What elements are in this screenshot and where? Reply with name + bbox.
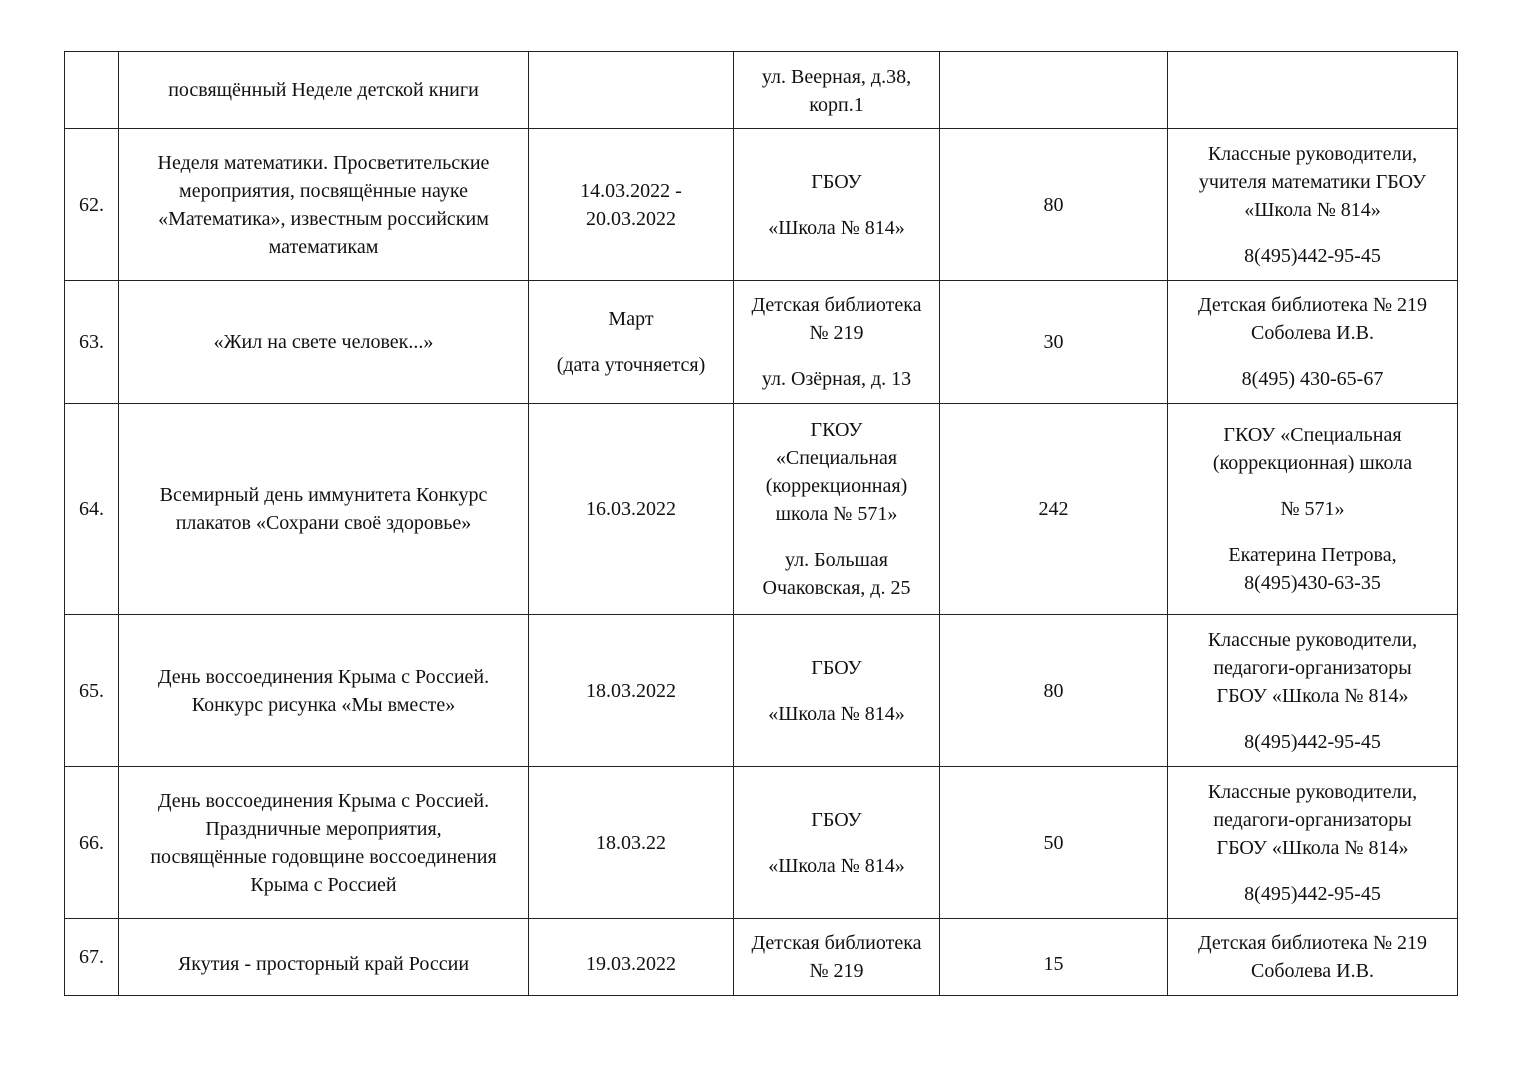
event-title: День воссоединения Крыма с Россией. Конкурс рисунка «Мы вместе» [119, 615, 529, 767]
row-number: 67. [65, 919, 119, 996]
event-title: Якутия - просторный край России [119, 919, 529, 996]
responsible-contact: ГКОУ «Специальная (коррекционная) школа № 571» Екатерина Петрова, 8(495)430-63-35 [1168, 404, 1458, 615]
row-number: 63. [65, 281, 119, 404]
table-row [65, 281, 1458, 404]
row-number [65, 52, 119, 129]
event-date: 18.03.22 [529, 767, 734, 919]
responsible-contact: Детская библиотека № 219 Соболева И.В. [1168, 919, 1458, 996]
event-title: Неделя математики. Просветительские мероприятия, посвящённые науке «Математика», известным российским математикам [119, 129, 529, 281]
event-place: ГКОУ «Специальная (коррекционная) школа № 571» ул. Большая Очаковская, д. 25 [734, 404, 940, 615]
responsible-contact [1168, 52, 1458, 129]
event-place: ГБОУ «Школа № 814» [734, 615, 940, 767]
event-date: 19.03.2022 [529, 919, 734, 996]
event-title: День воссоединения Крыма с Россией. Праздничные мероприятия, посвящённые годовщине воссоединения Крыма с Россией [119, 767, 529, 919]
event-place: ГБОУ «Школа № 814» [734, 129, 940, 281]
participant-count: 15 [940, 919, 1168, 996]
event-date: 16.03.2022 [529, 404, 734, 615]
event-place: Детская библиотека № 219 [734, 919, 940, 996]
events-table [64, 51, 1458, 996]
participant-count: 80 [940, 129, 1168, 281]
event-place: ул. Веерная, д.38, корп.1 [734, 52, 940, 129]
table-row [65, 767, 1458, 919]
event-date: 14.03.2022 - 20.03.2022 [529, 129, 734, 281]
event-place: ГБОУ «Школа № 814» [734, 767, 940, 919]
event-title: Всемирный день иммунитета Конкурс плакатов «Сохрани своё здоровье» [119, 404, 529, 615]
table-row [65, 615, 1458, 767]
responsible-contact: Детская библиотека № 219 Соболева И.В. 8(495) 430-65-67 [1168, 281, 1458, 404]
participant-count: 50 [940, 767, 1168, 919]
table-row [65, 129, 1458, 281]
responsible-contact: Классные руководители, педагоги-организаторы ГБОУ «Школа № 814» 8(495)442-95-45 [1168, 767, 1458, 919]
event-date: Март (дата уточняется) [529, 281, 734, 404]
event-title: «Жил на свете человек...» [119, 281, 529, 404]
row-number: 64. [65, 404, 119, 615]
responsible-contact: Классные руководители, педагоги-организаторы ГБОУ «Школа № 814» 8(495)442-95-45 [1168, 615, 1458, 767]
event-date [529, 52, 734, 129]
event-title: посвящённый Неделе детской книги [119, 52, 529, 129]
participant-count [940, 52, 1168, 129]
row-number: 65. [65, 615, 119, 767]
row-number: 66. [65, 767, 119, 919]
row-number: 62. [65, 129, 119, 281]
participant-count: 242 [940, 404, 1168, 615]
responsible-contact: Классные руководители, учителя математики ГБОУ «Школа № 814» 8(495)442-95-45 [1168, 129, 1458, 281]
event-date: 18.03.2022 [529, 615, 734, 767]
event-place: Детская библиотека № 219 ул. Озёрная, д. 13 [734, 281, 940, 404]
table-row [65, 919, 1458, 996]
participant-count: 30 [940, 281, 1168, 404]
table-row [65, 404, 1458, 615]
table-row [65, 52, 1458, 129]
participant-count: 80 [940, 615, 1168, 767]
